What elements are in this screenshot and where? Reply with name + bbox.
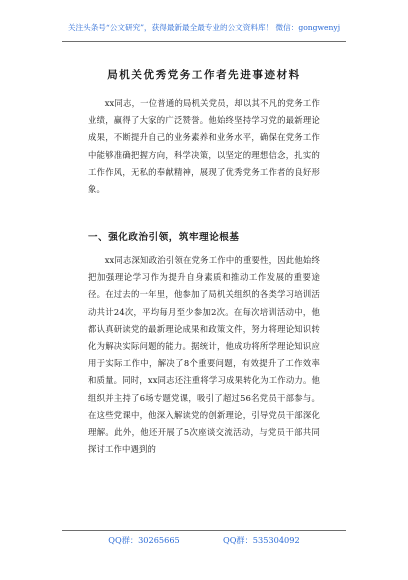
section-heading-1: 一、强化政治引领，筑牢理论根基 (88, 232, 240, 243)
header-promo-note: 关注头条号“公文研究”，获得最新最全最专业的公文资料库！ 微信：gongwenyj (67, 23, 341, 32)
footer-divider (62, 530, 346, 531)
section-paragraph-1: xx同志深知政治引领在党务工作中的重要性，因此他始终把加强理论学习作为提升自身素质和推动工作发展的重要途径。在过去的一年里，他参加了局机关组织的各类学习培训活动共计24次，平均每月至少参加2次。在每次培训活动中，他都认真研读党的最新理论成果和政策文件，努力将理论知识转化为解决实际问题的能力。据统计，他成功将所学理论知识应用于实际工作中，解决了8个重要问题，有效提升了工作效率和质量。同时，xx同志还注重将学习成果转化为工作动力。他组织并主持了6场专题党课，吸引了超过56名党员干部参与。在这些党课中，他深入解读党的创新理论，引导党员干部深化理解。此外，他还开展了5次座谈交流活动，与党员干部共同探讨工作中遇到的 (88, 255, 320, 455)
footer-qq-group-2: QQ群：535304092 (223, 535, 300, 545)
document-title: 局机关优秀党务工作者先进事迹材料 (107, 69, 301, 81)
footer-qq-group-1: QQ群：30265665 (108, 535, 180, 545)
intro-paragraph: xx同志，一位普通的局机关党员，却以其不凡的党务工作业绩，赢得了大家的广泛赞誉。他始终坚持学习党的最新理论成果，不断提升自己的业务素养和业务水平，确保在党务工作中能够准确把握方向，科学决策，以坚定的理想信念，扎实的工作作风，无私的奉献精神，展现了优秀党务工作者的良好形象。 (88, 98, 320, 195)
header-divider (62, 41, 346, 42)
footer-contact (0, 535, 408, 546)
